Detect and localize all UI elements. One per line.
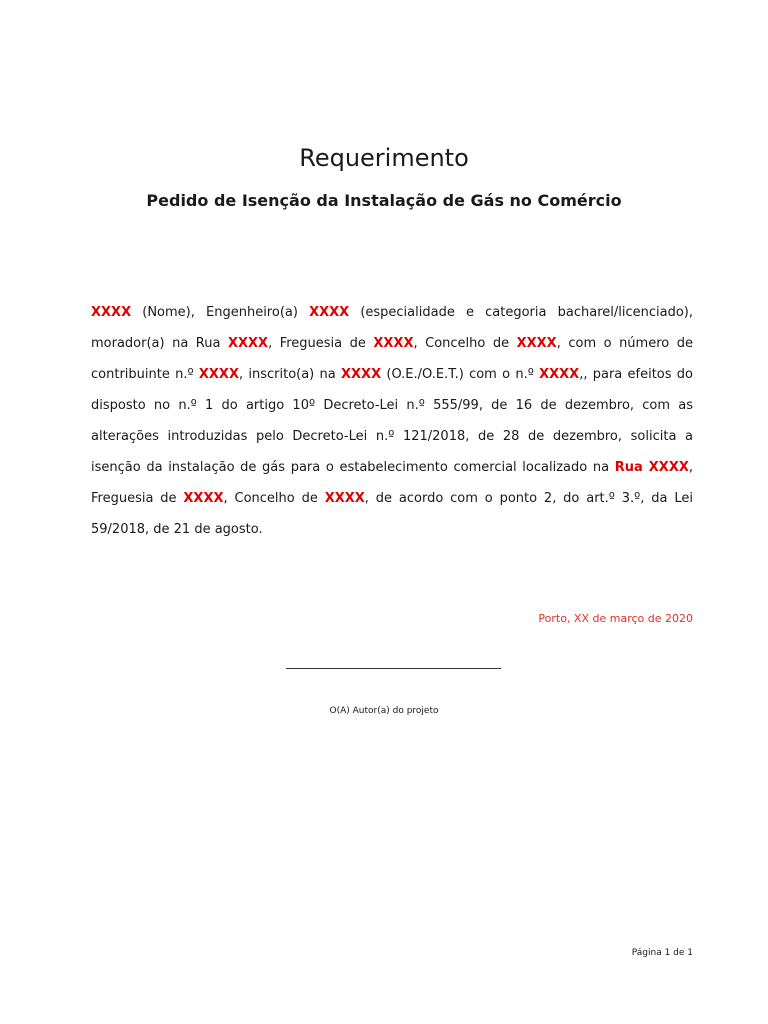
body-text-segment: , Concelho de <box>223 491 325 506</box>
body-text-segment: , de acordo com o ponto 2, do art.º 3.º, da Lei 59/2018, de 21 de agosto. <box>91 491 693 537</box>
body-text-segment: , Freguesia de <box>91 460 694 506</box>
body-text-segment: , inscrito(a) na <box>238 367 342 382</box>
document-date: Porto, XX de março de 2020 <box>538 612 693 625</box>
placeholder-establishment-parish: XXXX <box>183 491 224 506</box>
document-subtitle: Pedido de Isenção da Instalação de Gás no Comércio <box>146 191 622 210</box>
body-text-segment: , Concelho de <box>413 336 517 351</box>
placeholder-municipality: XXXX <box>516 336 557 351</box>
signature-line <box>286 668 501 669</box>
placeholder-parish: XXXX <box>373 336 414 351</box>
request-body-paragraph <box>91 297 693 545</box>
placeholder-order: XXXX <box>341 367 382 382</box>
page-number: Página 1 de 1 <box>631 948 693 958</box>
placeholder-name: XXXX <box>91 305 132 320</box>
placeholder-establishment-street: Rua XXXX <box>614 460 689 475</box>
document-title: Requerimento <box>299 144 469 172</box>
body-text-segment: , Freguesia de <box>268 336 374 351</box>
placeholder-member-number: XXXX <box>539 367 580 382</box>
placeholder-street: XXXX <box>227 336 269 351</box>
placeholder-taxpayer-number: XXXX <box>198 367 239 382</box>
body-text-segment: (O.E./O.E.T.) com o n.º <box>381 367 540 382</box>
placeholder-engineer: XXXX <box>309 305 350 320</box>
body-text-segment: (Nome), Engenheiro(a) <box>131 305 310 320</box>
body-text-segment: (especialidade e categoria bacharel/licenciado), morador(a) na Rua <box>91 305 693 351</box>
placeholder-establishment-municipality: XXXX <box>324 491 365 506</box>
body-text-segment: ,, para efeitos do disposto no n.º 1 do artigo 10º Decreto-Lei n.º 555/99, de 16 de dezembro, com as alterações introduzidas pelo Decreto-Lei n.º 121/2018, de 28 de dezembro, solicita a isenção da instalação de gás para o estabelecimento comercial localizado na <box>91 367 694 475</box>
signature-caption: O(A) Autor(a) do projeto <box>329 706 439 716</box>
body-text-segment: , com o número de contribuinte n.º <box>91 336 693 382</box>
